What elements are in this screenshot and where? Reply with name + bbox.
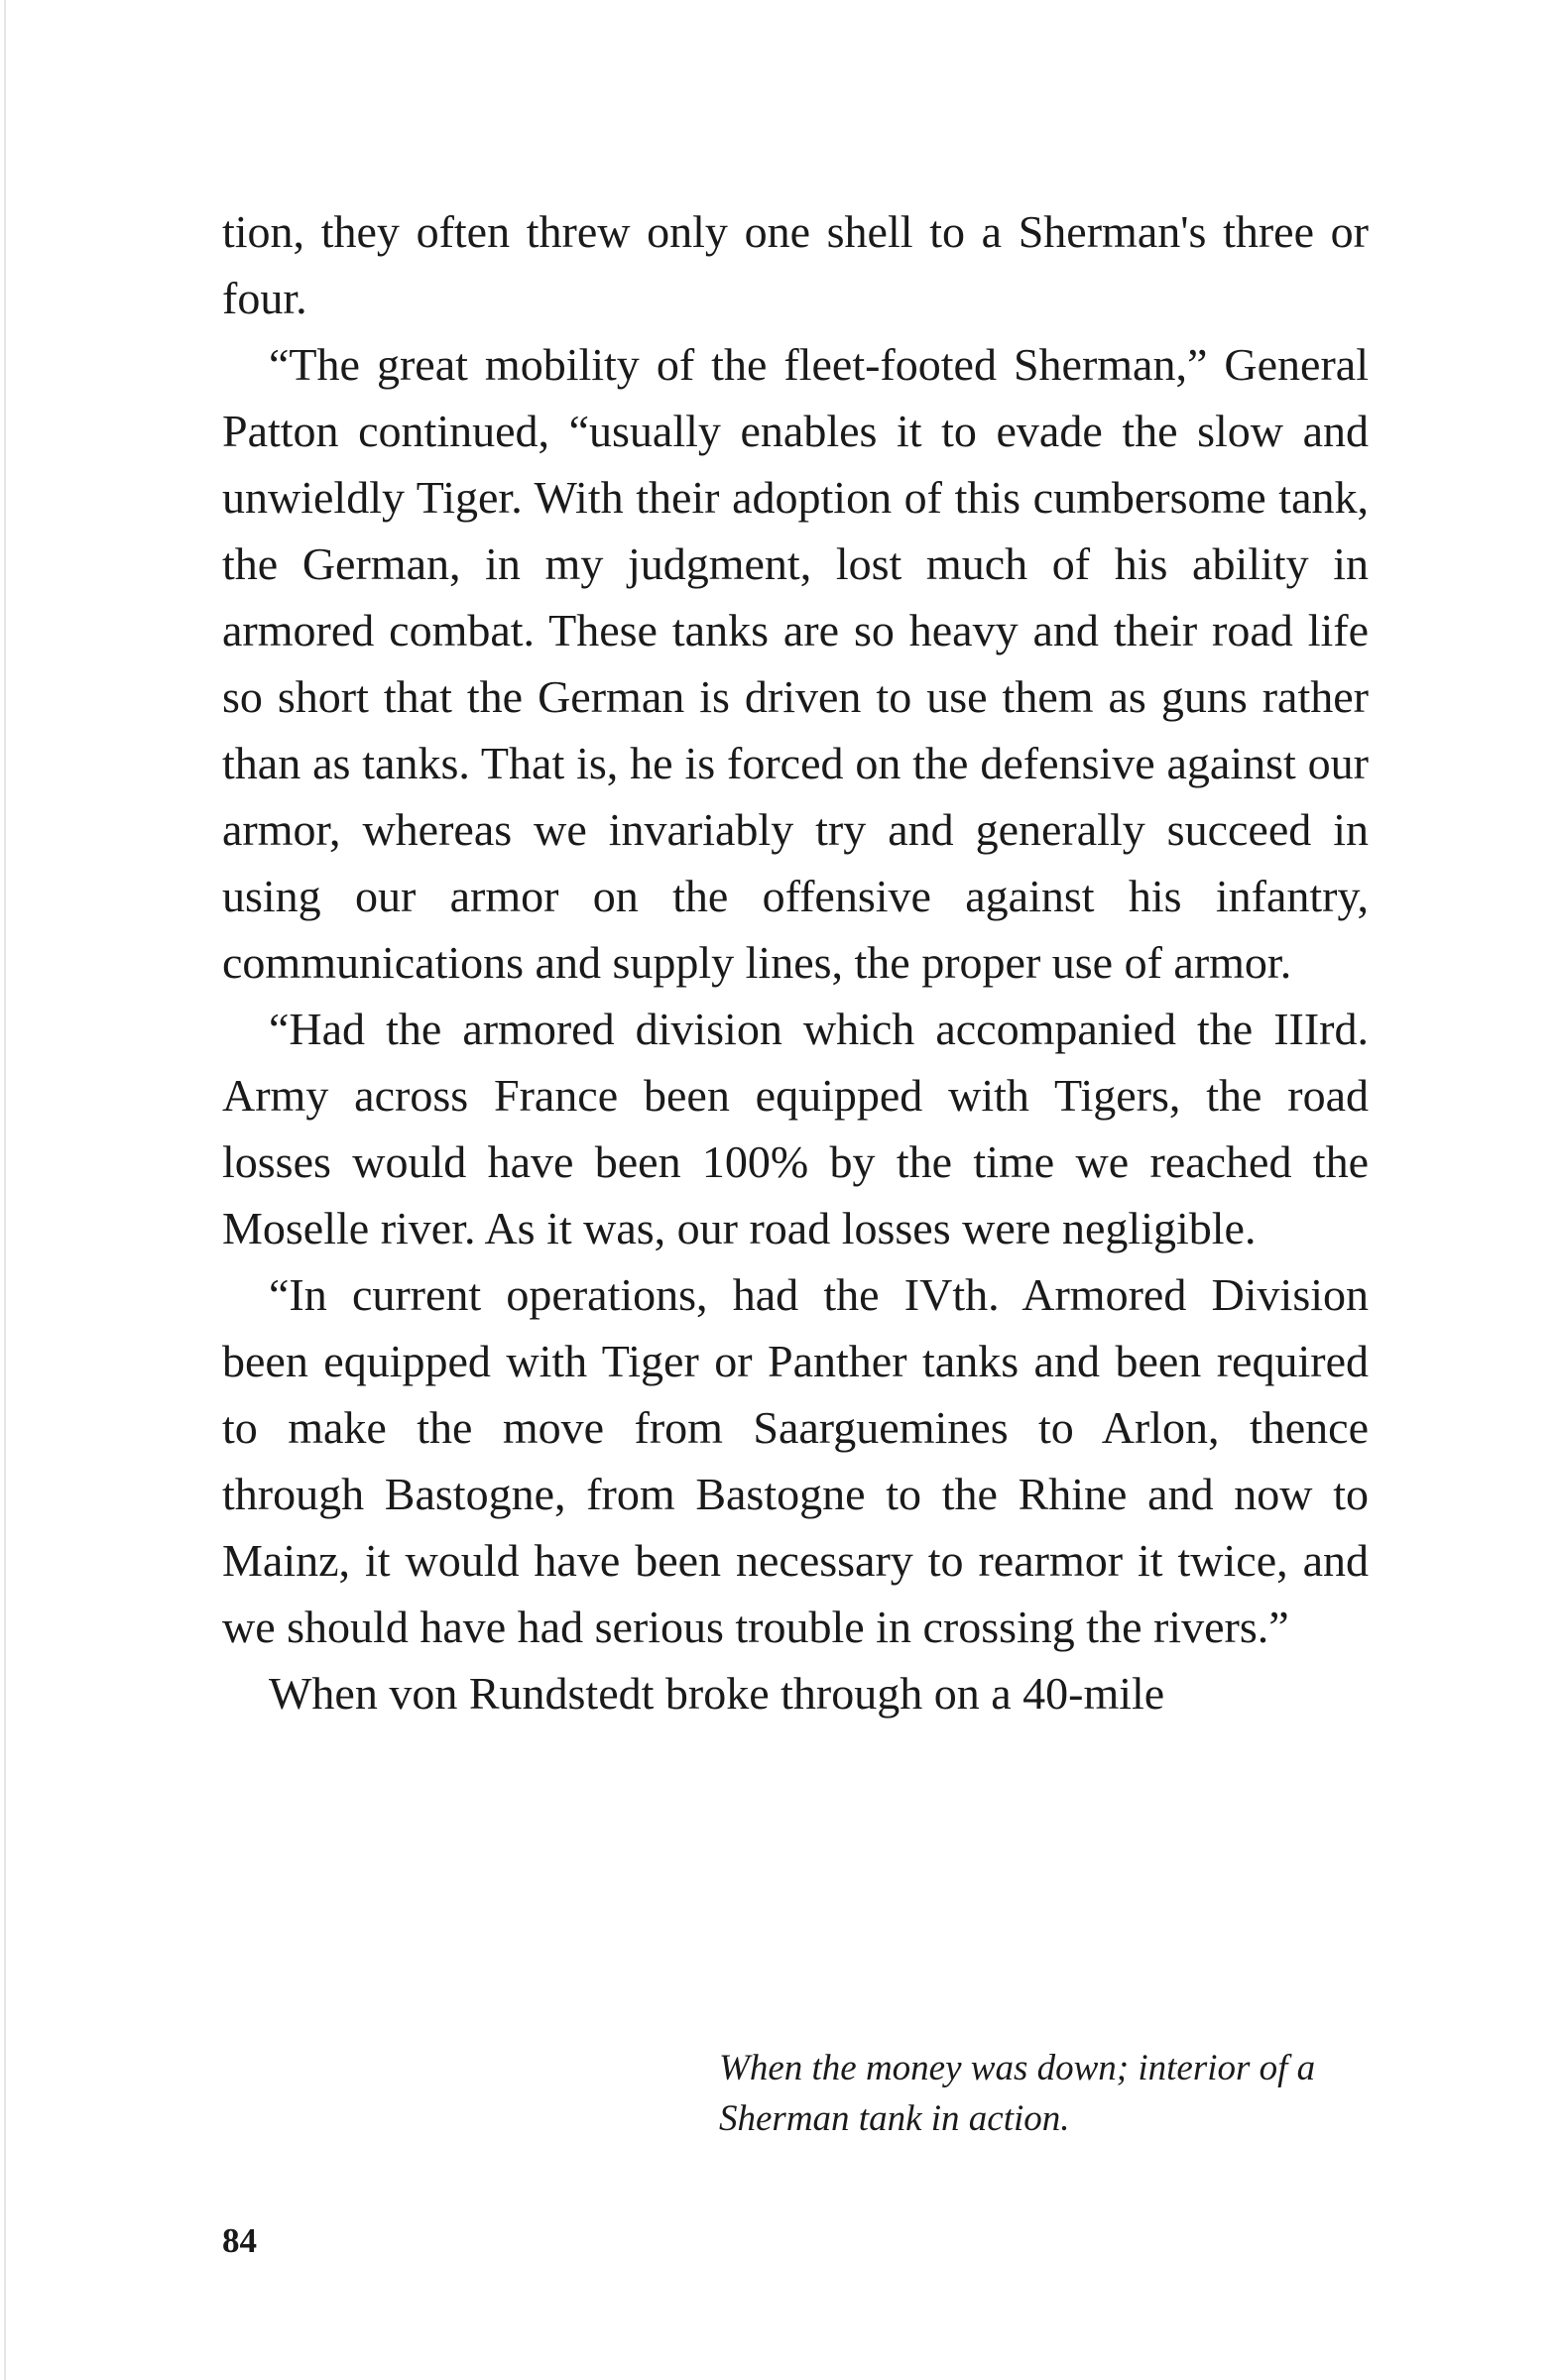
page-number: 84 [222, 2221, 257, 2260]
page-edge [4, 0, 6, 2380]
paragraph-patton-quote-3: “In current operations, had the IVth. Armored Division been equipped with Tiger or Panther tanks and been required to make the move from Saarguemines to Arlon, thence through Bastogne, from Bastogne to the Rhine and now to Mainz, it would have been necessary to rearmor it twice, and we should have had serious trouble in crossing the rivers.” [222, 1269, 1369, 1652]
body-text [222, 198, 1369, 1726]
paragraph-patton-quote-2: “Had the armored division which accompanied the IIIrd. Army across France been equipped with Tigers, the road losses would have been 100% by the time we reached the Moselle river. As it was, our road losses were negligible. [222, 1004, 1369, 1253]
paragraph-patton-quote-1: “The great mobility of the fleet-footed Sherman,” General Patton continued, “usually enables it to evade the slow and unwieldly Tiger. With their adoption of this cumbersome tank, the German, in my judgment, lost much of his ability in armored combat. These tanks are so heavy and their road life so short that the German is driven to use them as guns rather than as tanks. That is, he is forced on the defensive against our armor, whereas we invariably try and generally succeed in using our armor on the offensive against his infantry, communications and supply lines, the proper use of armor. [222, 339, 1369, 988]
figure-caption: When the money was down; interior of a Sherman tank in action. [719, 2048, 1316, 2139]
paragraph-continuation: tion, they often threw only one shell to a Sherman's three or four. [222, 206, 1369, 323]
paragraph-rundstedt: When von Rundstedt broke through on a 40-mile [269, 1668, 1165, 1719]
